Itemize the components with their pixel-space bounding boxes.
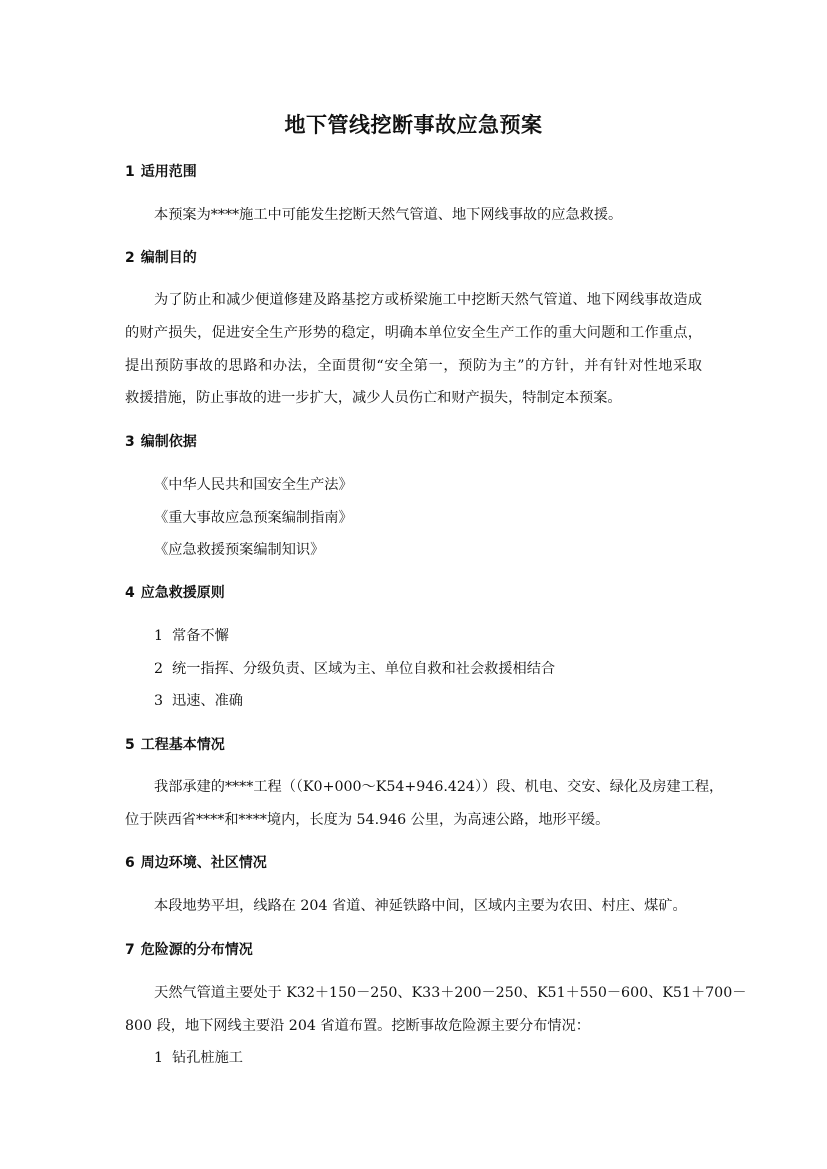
section-number: 1: [125, 164, 135, 180]
section-heading-5: [125, 735, 225, 755]
section-heading-1: [125, 162, 197, 182]
document-title: 地下管线挖断事故应急预案: [284, 113, 543, 137]
section-heading-3: [125, 432, 197, 452]
section-number: 6: [125, 855, 135, 871]
section-title: 工程基本情况: [140, 737, 225, 753]
paragraph-line: 我部承建的****工程（（K0+000～K54+946.424））段、机电、交安、绿化及房建工程，: [154, 779, 724, 795]
paragraph-line: 为了防止和减少便道修建及路基挖方或桥梁施工中挖断天然气管道、地下网线事故造成: [154, 292, 702, 308]
paragraph-line: 位于陕西省****和****境内，长度为 54.946 公里，为高速公路，地形平缓。: [125, 812, 610, 828]
list-item: 《应急救援预案编制知识》: [154, 542, 325, 558]
list-item: 1 钻孔桩施工: [154, 1050, 243, 1066]
section-heading-7: [125, 940, 253, 960]
section-number: 4: [125, 585, 135, 601]
paragraph-line: 提出预防事故的思路和办法，全面贯彻“安全第一，预防为主”的方针，并有针对性地采取: [125, 358, 702, 374]
section-title: 编制依据: [140, 434, 197, 450]
section-heading-2: [125, 248, 197, 268]
paragraph-line: 本预案为****施工中可能发生挖断天然气管道、地下网线事故的应急救援。: [154, 207, 623, 223]
section-title: 适用范围: [140, 164, 197, 180]
section-title: 危险源的分布情况: [140, 942, 253, 958]
section-heading-6: [125, 853, 267, 873]
section-title: 周边环境、社区情况: [140, 855, 267, 871]
section-heading-4: [125, 583, 225, 603]
paragraph-line: 天然气管道主要处于 K32＋150－250、K33＋200－250、K51＋550－600、K51＋700－: [154, 985, 747, 1001]
list-item: 《中华人民共和国安全生产法》: [154, 477, 353, 493]
list-item: 1 常备不懈: [154, 628, 229, 644]
paragraph-line: 本段地势平坦，线路在 204 省道、神延铁路中间，区域内主要为农田、村庄、煤矿。: [154, 898, 687, 914]
section-number: 3: [125, 434, 135, 450]
section-number: 7: [125, 942, 135, 958]
section-title: 编制目的: [140, 250, 197, 266]
list-item: 3 迅速、准确: [154, 693, 243, 709]
list-item: 《重大事故应急预案编制指南》: [154, 510, 353, 526]
section-number: 2: [125, 250, 135, 266]
section-number: 5: [125, 737, 135, 753]
paragraph-line: 的财产损失，促进安全生产形势的稳定，明确本单位安全生产工作的重大问题和工作重点，: [125, 325, 702, 341]
section-title: 应急救援原则: [140, 585, 225, 601]
list-item: 2 统一指挥、分级负责、区域为主、单位自救和社会救援相结合: [154, 661, 556, 677]
paragraph-line: 800 段，地下网线主要沿 204 省道布置。挖断事故危险源主要分布情况：: [125, 1018, 590, 1034]
paragraph-line: 救援措施，防止事故的进一步扩大，减少人员伤亡和财产损失，特制定本预案。: [125, 390, 622, 406]
